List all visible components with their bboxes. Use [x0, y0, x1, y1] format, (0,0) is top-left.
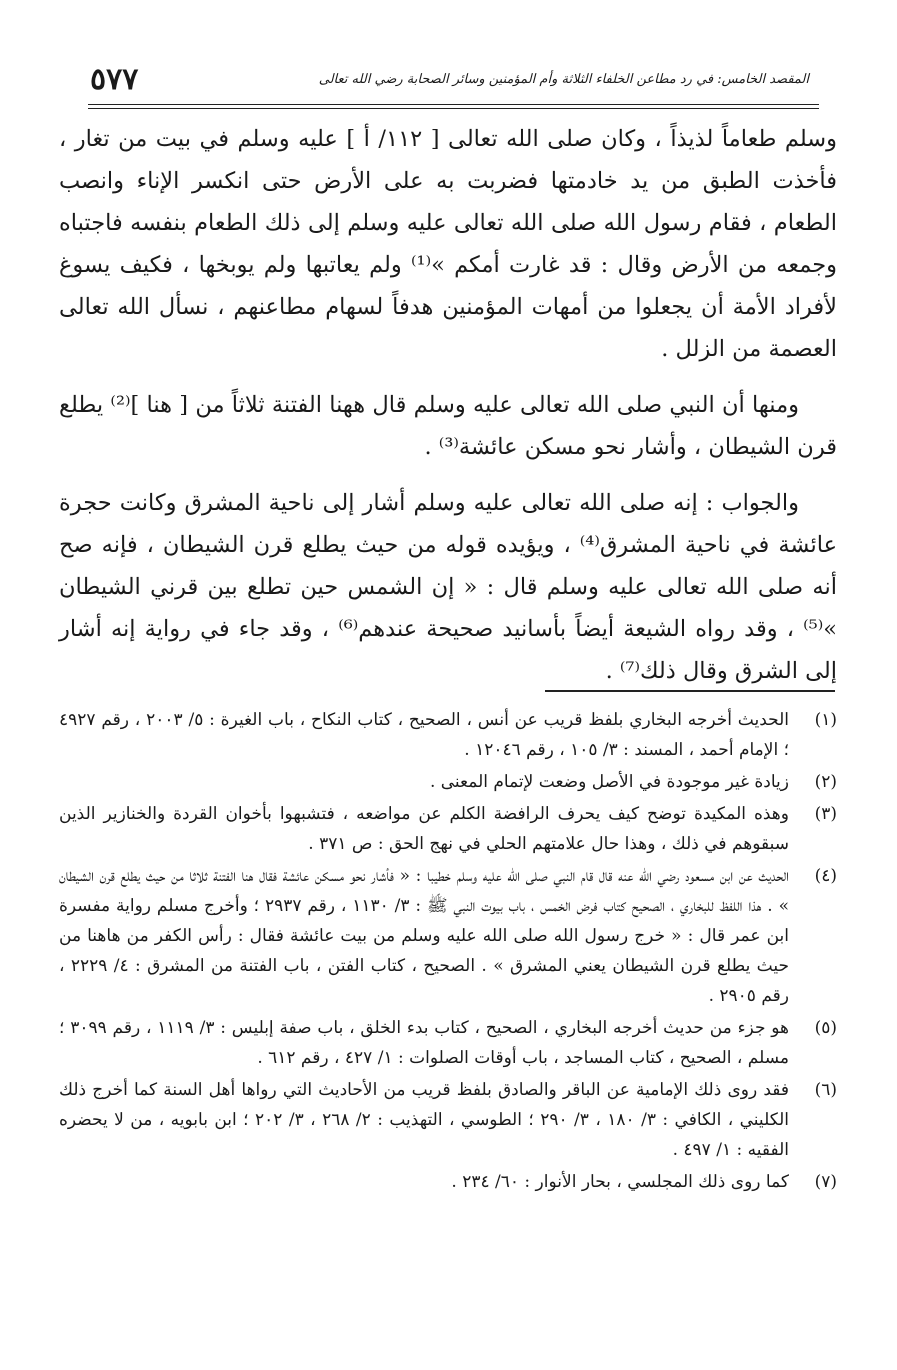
footnote-3	[59, 799, 837, 859]
footnote-number: (٦)	[814, 1080, 837, 1100]
header-rule	[88, 104, 819, 105]
footnote-text: وهذه المكيدة توضح كيف يحرف الرافضة الكلم عن مواضعه ، فتشبهوا بأخوان القردة والخنازير الذين سبقوهم في ذلك ، وهذا حال علامتهم الحلي في نهج الحق : ص ٣٧١ .	[59, 804, 789, 854]
footnote-number: (٤)	[814, 866, 837, 886]
paragraph-2: ومنها أن النبي صلى الله تعالى عليه وسلم قال ههنا الفتنة ثلاثاً من [ هنا ]⁽²⁾ يطلع قرن الشيطان ، وأشار نحو مسكن عائشة⁽³⁾ .	[59, 392, 837, 460]
footnote-text: زيادة غير موجودة في الأصل وضعت لإتمام المعنى .	[429, 772, 789, 792]
footnote-6	[59, 1075, 837, 1165]
footnote-2	[59, 767, 837, 797]
running-head: المقصد الخامس: في رد مطاعن الخلفاء الثلاثة وأم المؤمنين وسائر الصحابة رضي الله تعالى	[318, 72, 809, 87]
page-number: ٥٧٧	[90, 62, 139, 97]
footnote-text: الحديث عن ابن مسعود رضي الله عنه قال قام النبي صلى الله عليه وسلم خطيبا : « فأشار نحو مسكن عائشة فقال هنا الفتنة ثلاثا من حيث يطلع قرن الشيطان » . هذا اللفظ للبخاري ، الصحيح كتاب فرض الخمس ، باب بيوت النبي ﷺ : ٣/ ١١٣٠ ، رقم ٢٩٣٧ ؛ وأخرج مسلم رواية مفسرة ابن عمر قال : « خرج رسول الله صلى الله عليه وسلم من بيت عائشة فقال : رأس الكفر من هاهنا من حيث يطلع قرن الشيطان يعني المشرق » . الصحيح ، كتاب الفتن ، باب الفتنة من المشرق : ٤/ ٢٢٢٩ ، رقم ٢٩٠٥ .	[59, 866, 789, 1006]
footnote-text: هو جزء من حديث أخرجه البخاري ، الصحيح ، كتاب بدء الخلق ، باب صفة إبليس : ٣/ ١١١٩ ، رقم ٣٠٩٩ ؛ مسلم ، الصحيح ، كتاب المساجد ، باب أوقات الصلوات : ١/ ٤٢٧ ، رقم ٦١٢ .	[59, 1018, 789, 1068]
footnote-number: (٥)	[814, 1018, 837, 1038]
footnote-7	[59, 1167, 837, 1197]
footnote-text: كما روى ذلك المجلسي ، بحار الأنوار : ٦٠/ ٢٣٤ .	[451, 1172, 789, 1192]
page-header	[90, 62, 809, 108]
footnote-separator	[545, 690, 835, 692]
paragraph-3: والجواب : إنه صلى الله تعالى عليه وسلم أشار إلى ناحية المشرق وكانت حجرة عائشة في ناحية المشرق⁽⁴⁾ ، ويؤيده قوله من حيث يطلع قرن الشيطان ، فإنه صح أنه صلى الله تعالى عليه وسلم قال : « إن الشمس حين تطلع بين قرني الشيطان »⁽⁵⁾ ، وقد رواه الشيعة أيضاً بأسانيد صحيحة عندهم⁽⁶⁾ ، وقد جاء في رواية إنه أشار إلى الشرق وقال ذلك⁽⁷⁾ .	[59, 490, 838, 684]
footnote-number: (٢)	[814, 772, 837, 792]
footnote-text: الحديث أخرجه البخاري بلفظ قريب عن أنس ، الصحيح ، كتاب النكاح ، باب الغيرة : ٥/ ٢٠٠٣ ، رقم ٤٩٢٧ ؛ الإمام أحمد ، المسند : ٣/ ١٠٥ ، رقم ١٢٠٤٦ .	[59, 710, 790, 760]
paragraph-1: وسلم طعاماً لذيذاً ، وكان صلى الله تعالى [ ١١٢/ أ ] عليه وسلم في بيت من تغار ، فأخذت الطبق من يد خادمتها فضربت به على الأرض حتى انكسر الإناء وانصب الطعام ، فقام رسول الله صلى الله تعالى عليه وسلم إلى ذلك الطعام بنفسه فاجتباه وجمعه من الأرض وقال : قد غارت أمكم »⁽¹⁾ ولم يعاتبها ولم يوبخها ، فكيف يسوغ لأفراد الأمة أن يجعلوا من أمهات المؤمنين هدفاً لسهام مطاعنهم ، نسأل الله تعالى العصمة من الزلل .	[59, 126, 838, 362]
footnote-1	[59, 705, 837, 765]
main-text	[59, 118, 837, 706]
footnote-number: (١)	[814, 710, 837, 730]
footnote-text: فقد روى ذلك الإمامية عن الباقر والصادق بلفظ قريب من الأحاديث التي رواها أهل السنة كما أخرج ذلك الكليني ، الكافي : ٣/ ١٨٠ ، ٣/ ٢٩٠ ؛ الطوسي ، التهذيب : ٢/ ٢٦٨ ، ٣/ ٢٠٢ ؛ ابن بابويه ، من لا يحضره الفقيه : ١/ ٤٩٧ .	[59, 1080, 789, 1160]
footnotes	[59, 705, 837, 1199]
header-rule-secondary	[88, 108, 819, 109]
footnote-4	[59, 861, 837, 1011]
footnote-5	[59, 1013, 837, 1073]
footnote-number: (٣)	[814, 804, 837, 824]
footnote-number: (٧)	[814, 1172, 837, 1192]
